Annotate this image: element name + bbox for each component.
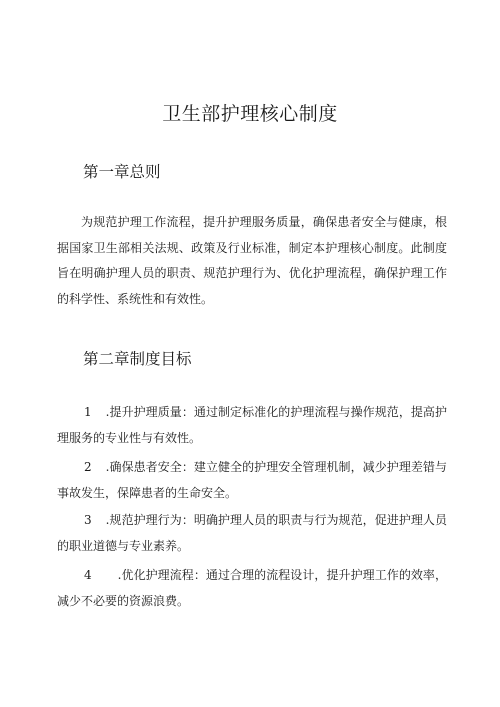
goal-item-number: 3 — [84, 513, 92, 527]
goal-item-4 — [57, 563, 447, 614]
goal-item-number: 4 — [84, 568, 92, 582]
chapter2-heading: 第二章制度目标 — [83, 350, 192, 368]
document-title: 卫生部护理核心制度 — [162, 103, 338, 125]
goal-item-number: 2 — [84, 460, 92, 474]
goal-item-text: .确保患者安全：建立健全的护理安全管理机制，减少护理差错与事故发生，保障患者的生命安全。 — [57, 460, 447, 500]
goal-item-3 — [57, 508, 447, 559]
goal-item-number: 1 — [84, 405, 92, 419]
goal-item-text: .规范护理行为：明确护理人员的职责与行为规范，促进护理人员的职业道德与专业素养。 — [57, 513, 447, 553]
goal-item-2 — [57, 455, 447, 506]
goal-item-text: .优化护理流程：通过合理的流程设计，提升护理工作的效率，减少不必要的资源浪费。 — [57, 568, 447, 608]
goal-item-text: .提升护理质量：通过制定标准化的护理流程与操作规范，提高护理服务的专业性与有效性。 — [57, 405, 447, 445]
chapter1-body: 为规范护理工作流程，提升护理服务质量，确保患者安全与健康，根据国家卫生部相关法规、政策及行业标准，制定本护理核心制度。此制度旨在明确护理人员的职责、规范护理行为、优化护理流程，确保护理工作的科学性、系统性和有效性。 — [57, 215, 447, 306]
chapter1-heading: 第一章总则 — [83, 163, 161, 181]
goal-item-1 — [57, 400, 447, 451]
